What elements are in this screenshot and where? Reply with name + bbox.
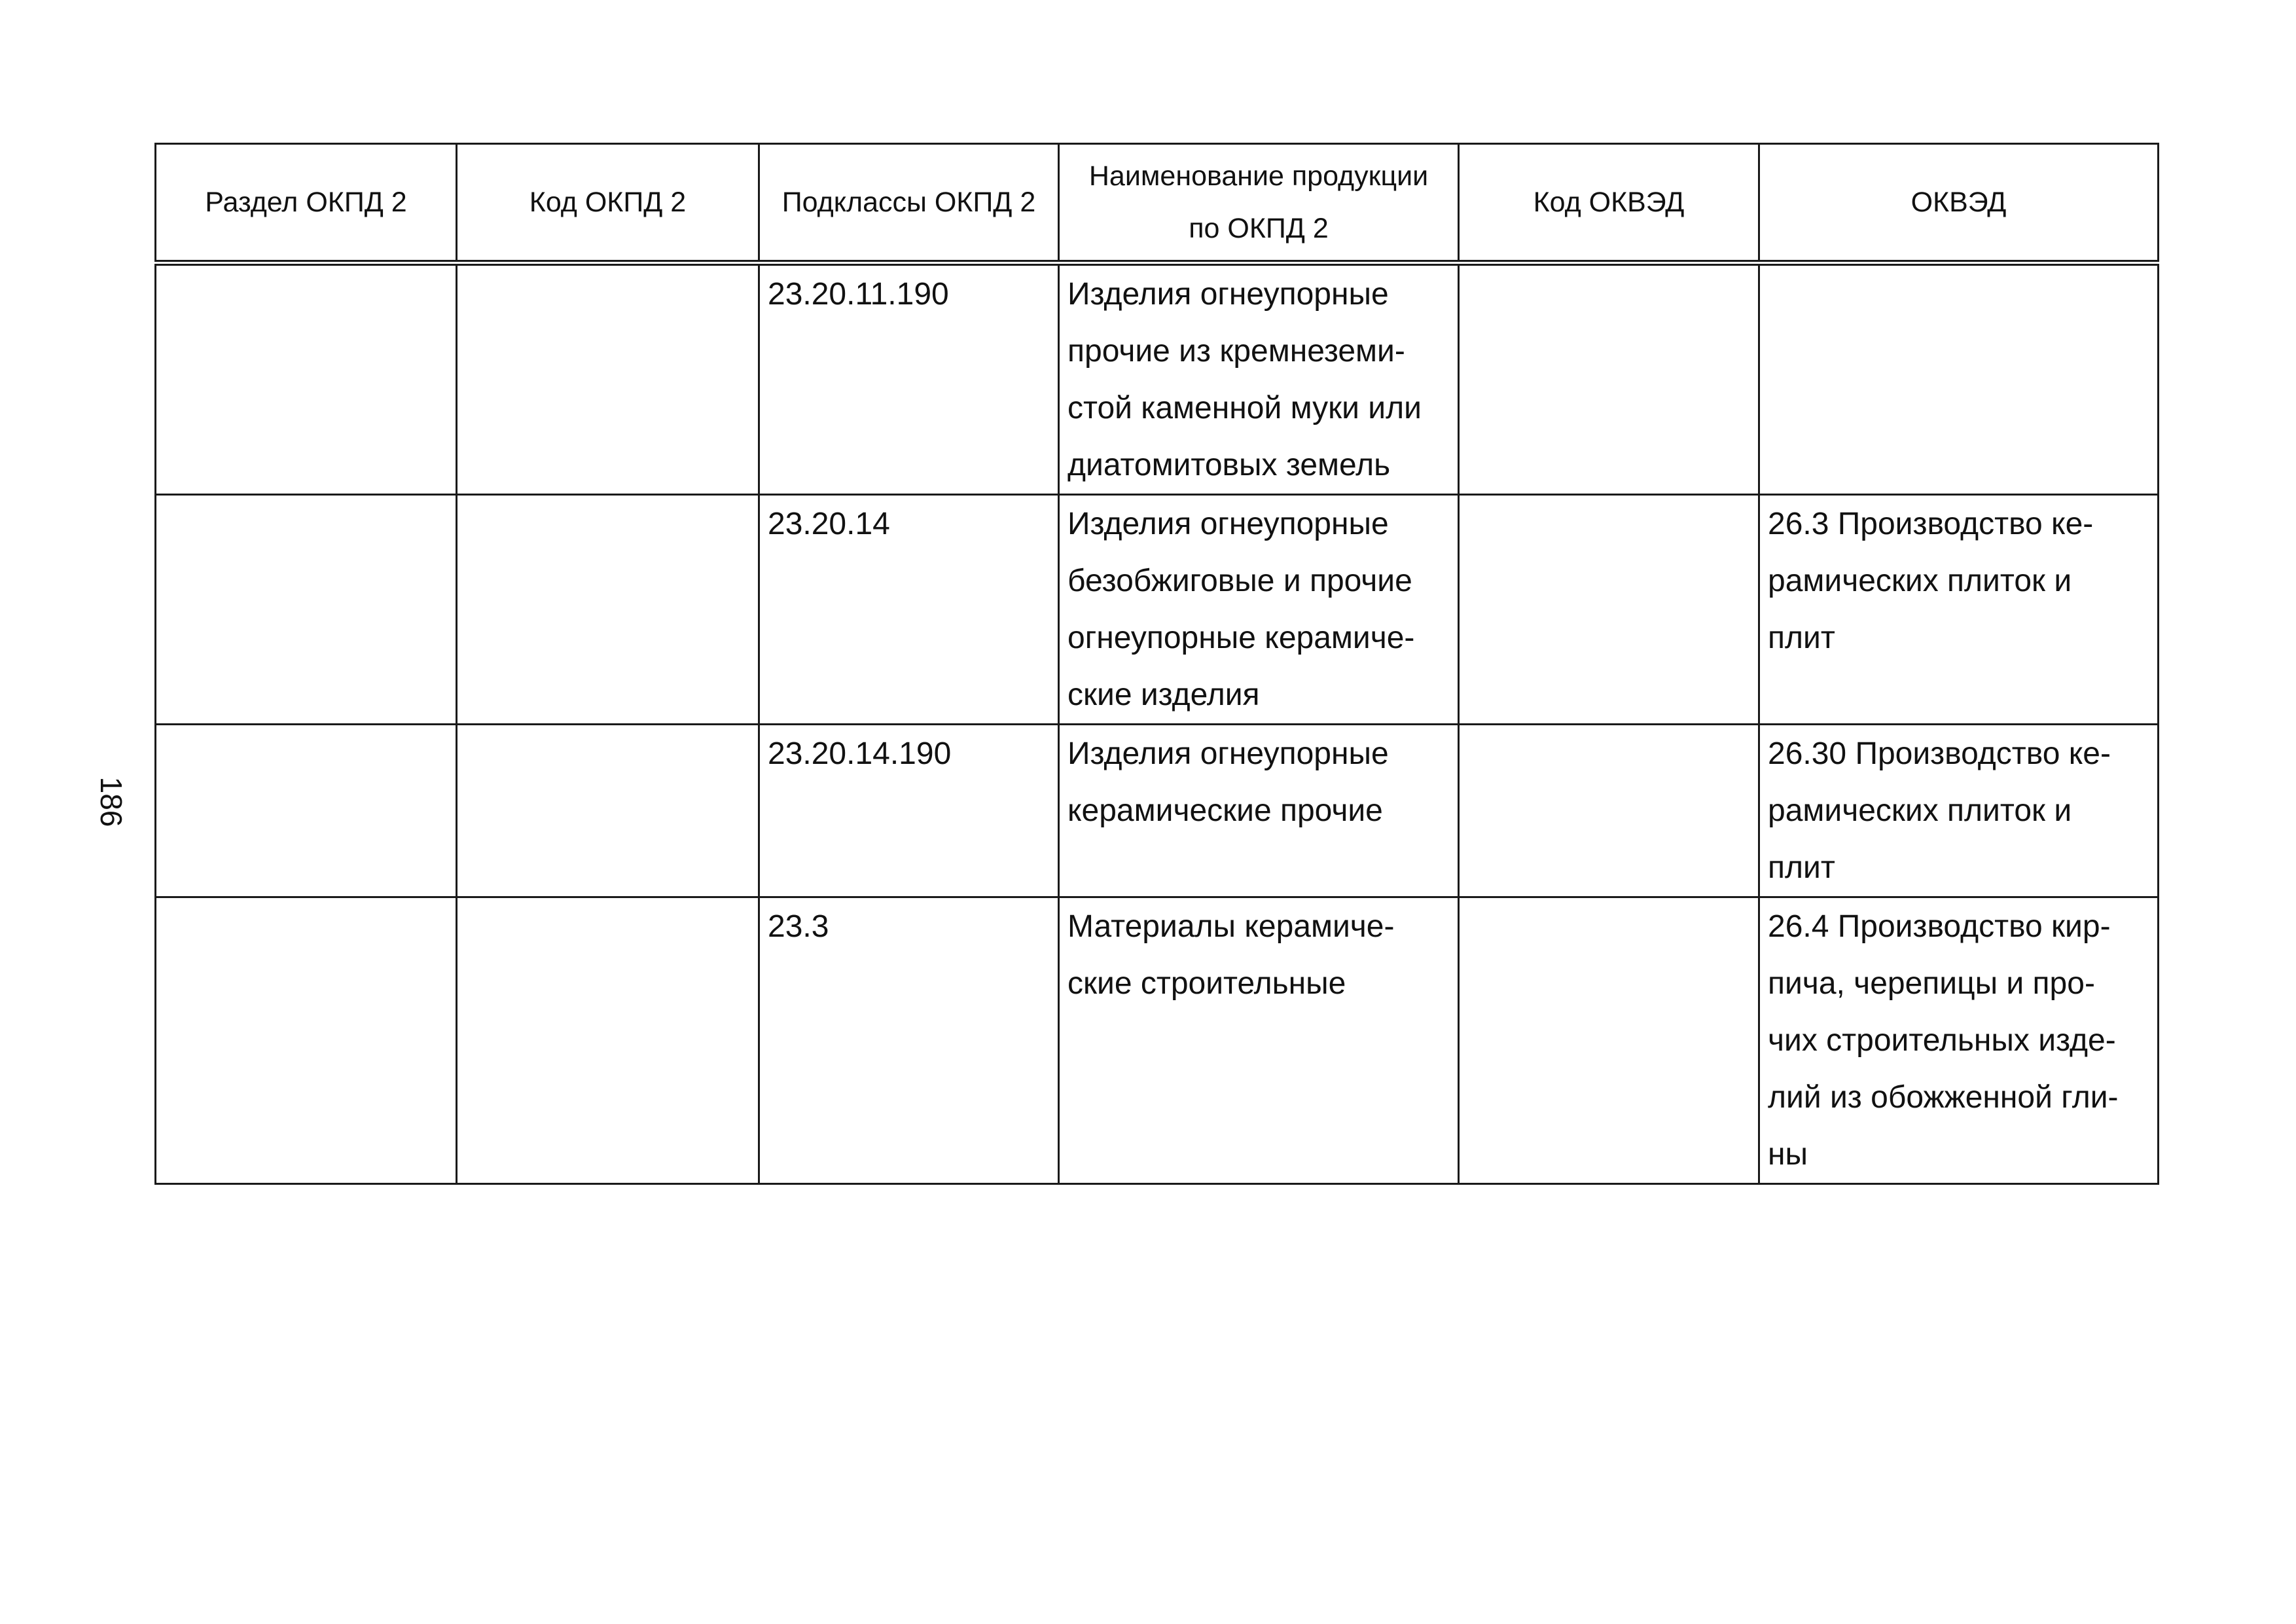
cell-razdel	[156, 725, 457, 897]
okpd-okved-table	[154, 143, 2159, 1185]
cell-kod-okpd	[457, 263, 759, 495]
table-row	[156, 495, 2159, 725]
header-naimenovanie: Наименование продукции по ОКПД 2	[1059, 144, 1459, 263]
header-kod-okved: Код ОКВЭД	[1459, 144, 1759, 263]
cell-kod-okpd	[457, 897, 759, 1184]
header-podklassy-okpd: Подклассы ОКПД 2	[759, 144, 1059, 263]
cell-kod-okpd	[457, 725, 759, 897]
cell-razdel	[156, 263, 457, 495]
table-row	[156, 897, 2159, 1184]
table-row	[156, 725, 2159, 897]
cell-okved	[1759, 263, 2159, 495]
cell-kod-okved	[1459, 725, 1759, 897]
header-razdel-okpd: Раздел ОКПД 2	[156, 144, 457, 263]
cell-podklass: 23.20.11.190	[759, 263, 1059, 495]
table-row	[156, 263, 2159, 495]
cell-kod-okved	[1459, 263, 1759, 495]
cell-podklass: 23.20.14.190	[759, 725, 1059, 897]
table-header-row	[156, 144, 2159, 263]
cell-podklass: 23.20.14	[759, 495, 1059, 725]
cell-kod-okved	[1459, 897, 1759, 1184]
cell-naimenovanie: Изделия огнеупорные керамические прочие	[1059, 725, 1459, 897]
cell-naimenovanie: Изделия огнеупорные прочие из кремнеземи- стой каменной муки или диатомитовых земель	[1059, 263, 1459, 495]
cell-okved: 26.3 Производство ке- рамических плиток и плит	[1759, 495, 2159, 725]
cell-naimenovanie: Изделия огнеупорные безобжиговые и прочие огнеупорные керамиче- ские изделия	[1059, 495, 1459, 725]
cell-razdel	[156, 495, 457, 725]
cell-podklass: 23.3	[759, 897, 1059, 1184]
cell-kod-okpd	[457, 495, 759, 725]
cell-okved: 26.30 Производство ке- рамических плиток и плит	[1759, 725, 2159, 897]
cell-naimenovanie: Материалы керамиче- ские строительные	[1059, 897, 1459, 1184]
header-kod-okpd: Код ОКПД 2	[457, 144, 759, 263]
page-number: 186	[94, 776, 128, 827]
cell-razdel	[156, 897, 457, 1184]
cell-kod-okved	[1459, 495, 1759, 725]
header-okved: ОКВЭД	[1759, 144, 2159, 263]
cell-okved: 26.4 Производство кир- пича, черепицы и про- чих строительных изде- лий из обожженной гли- ны	[1759, 897, 2159, 1184]
